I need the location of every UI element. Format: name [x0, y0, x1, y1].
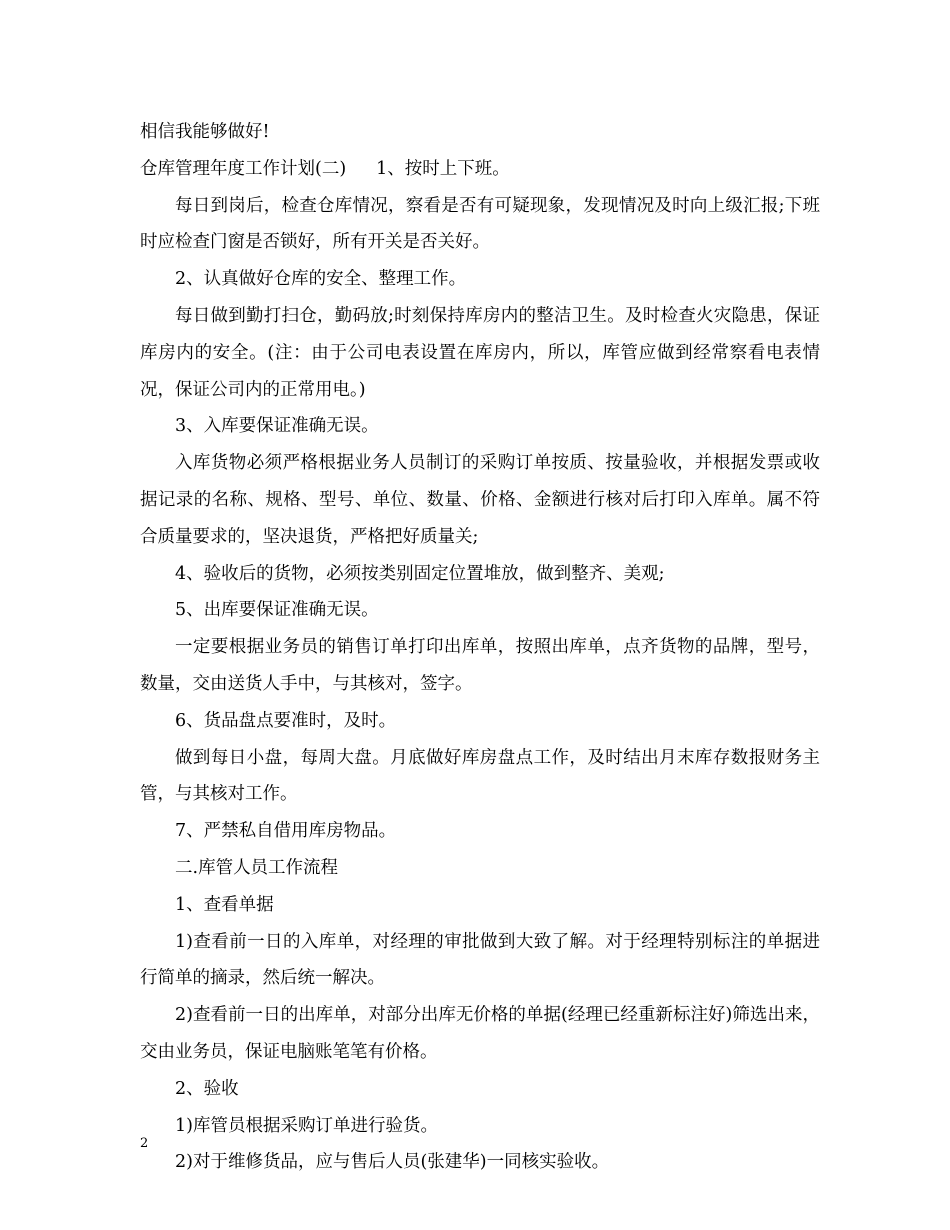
item-heading: 3、入库要保证准确无误。	[175, 416, 379, 437]
paragraph: 做到每日小盘，每周大盘。月底做好库房盘点工作，及时结出月末库存数报财务主管，与其核对工作。	[140, 747, 820, 805]
paragraph: 1)查看前一日的入库单，对经理的审批做到大致了解。对于经理特别标注的单据进行简单的摘录，然后统一解决。	[140, 931, 820, 989]
document-subtitle: 仓库管理年度工作计划(二)	[140, 158, 347, 179]
item-heading: 7、严禁私自借用库房物品。	[175, 821, 397, 842]
paragraph: 一定要根据业务员的销售订单打印出库单，按照出库单，点齐货物的品牌，型号，数量，交由送货人手中，与其核对，签字。	[140, 637, 820, 694]
paragraph: 每日做到勤打扫仓，勤码放;时刻保持库房内的整洁卫生。及时检查火灾隐患，保证库房内的安全。(注：由于公司电表设置在库房内，所以，库管应做到经常察看电表情况，保证公司内的正常用电。)	[140, 305, 820, 400]
item-heading: 2、认真做好仓库的安全、整理工作。	[175, 269, 467, 290]
item-heading: 5、出库要保证准确无误。	[175, 600, 379, 621]
paragraph: 入库货物必须严格根据业务人员制订的采购订单按质、按量验收，并根据发票或收据记录的名称、规格、型号、单位、数量、价格、金额进行核对后打印入库单。属不符合质量要求的，坚决退货，严格把好质量关;	[140, 453, 820, 547]
item-heading: 1、查看单据	[175, 894, 274, 915]
page-number: 2	[140, 1136, 149, 1151]
paragraph: 1)库管员根据采购订单进行验货。	[175, 1115, 438, 1136]
item-heading: 1、按时上下班。	[376, 158, 510, 179]
item-heading: 2、验收	[175, 1078, 239, 1099]
section-heading: 二.库管人员工作流程	[175, 857, 339, 878]
document-body	[140, 114, 820, 1181]
paragraph: 2)对于维修货品，应与售后人员(张建华)一同核实验收。	[175, 1152, 610, 1173]
item-heading: 6、货品盘点要准时，及时。	[175, 710, 397, 731]
section-heading-line	[140, 151, 820, 188]
item-heading: 4、验收后的货物，必须按类别固定位置堆放，做到整齐、美观;	[175, 563, 665, 584]
text-line: 相信我能够做好!	[140, 122, 270, 142]
paragraph: 每日到岗后，检查仓库情况，察看是否有可疑现象，发现情况及时向上级汇报;下班时应检查门窗是否锁好，所有开关是否关好。	[140, 195, 820, 253]
paragraph: 2)查看前一日的出库单，对部分出库无价格的单据(经理已经重新标注好)筛选出来，交由业务员，保证电脑账笔笔有价格。	[140, 1005, 820, 1062]
